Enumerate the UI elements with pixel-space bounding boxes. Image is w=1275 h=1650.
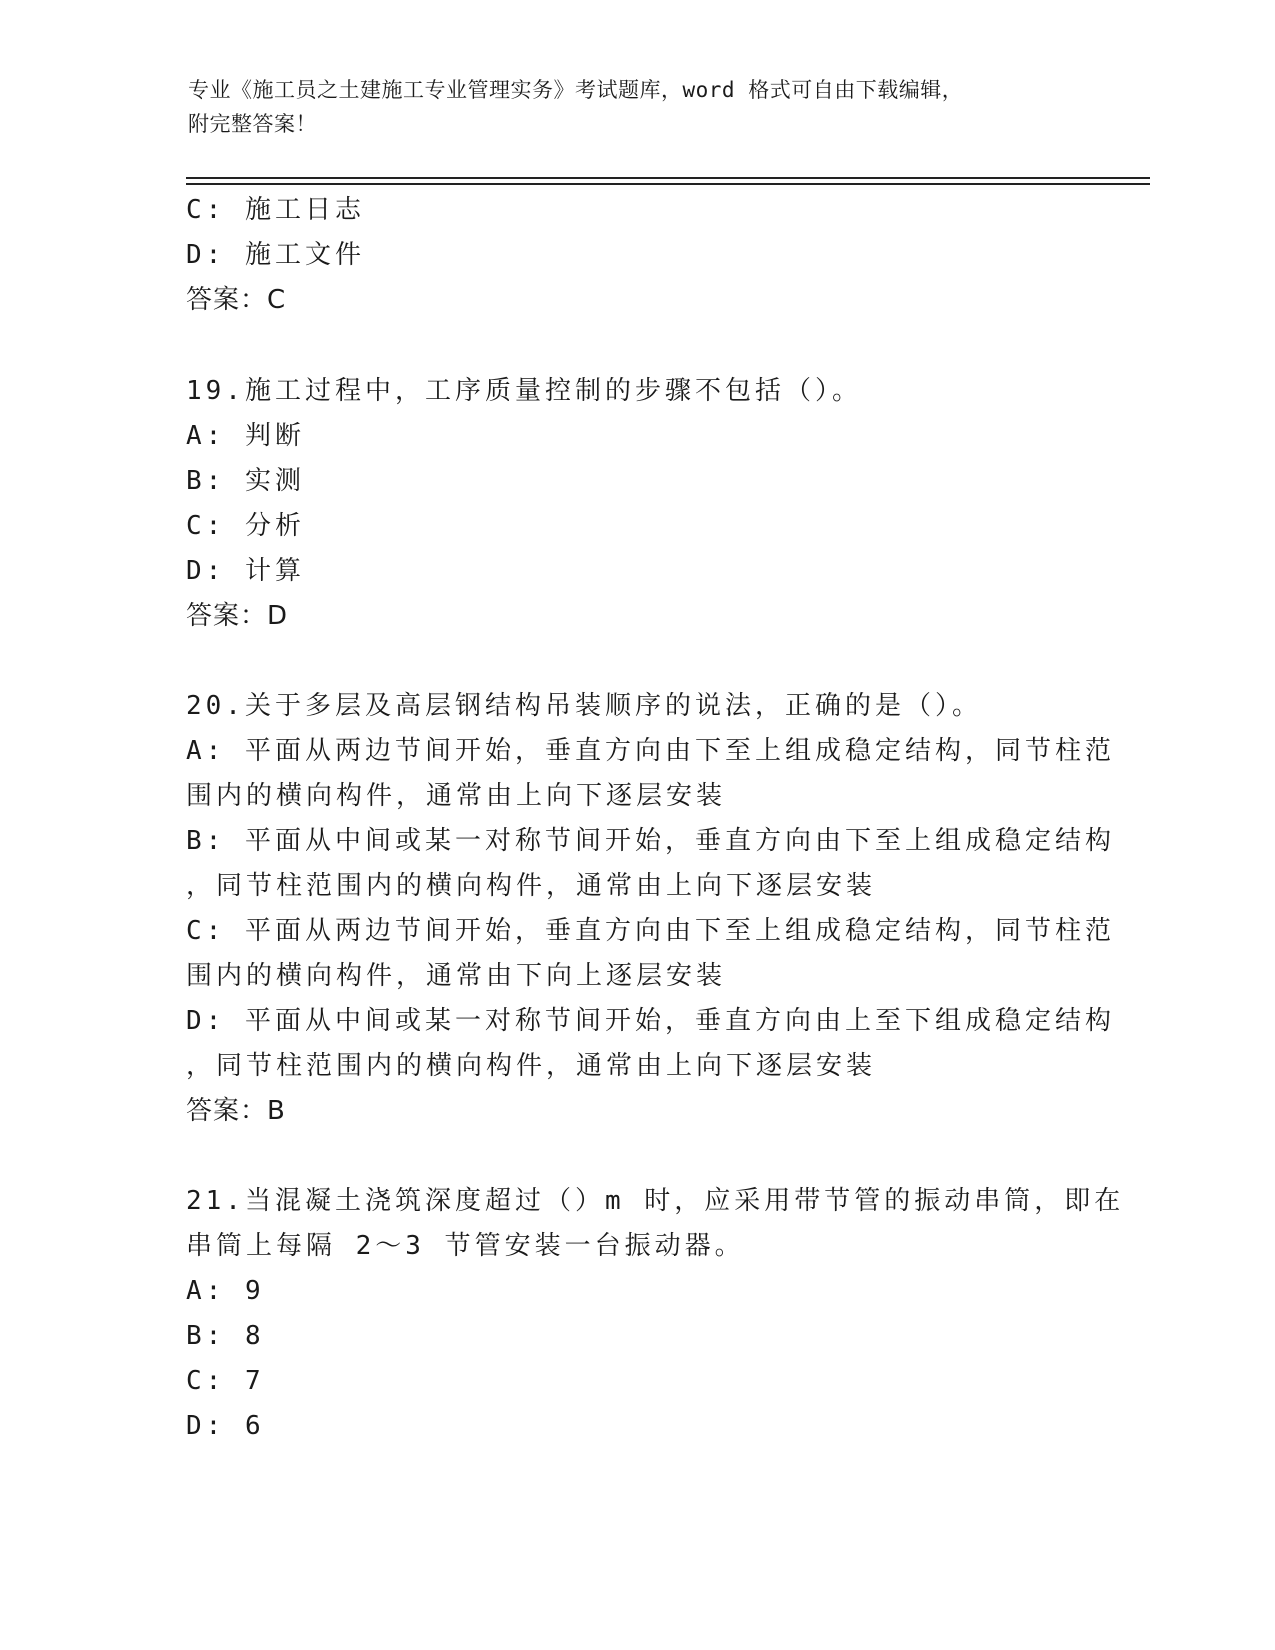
option-d: D: 6: [186, 1411, 265, 1441]
question-stem: 20.关于多层及高层钢结构吊装顺序的说法，正确的是（）。: [186, 691, 982, 721]
option-a-line-2: 围内的横向构件，通常由上向下逐层安装: [186, 781, 727, 811]
option-d-line-2: ，同节柱范围内的横向构件，通常由上向下逐层安装: [186, 1051, 877, 1081]
option-b: B: 8: [186, 1321, 265, 1351]
question-stem: 19.施工过程中，工序质量控制的步骤不包括（）。: [186, 376, 862, 406]
answer: 答案：B: [186, 1096, 286, 1126]
option-c-line-2: 围内的横向构件，通常由下向上逐层安装: [186, 961, 727, 991]
option-c: C: 分析: [186, 511, 305, 541]
option-a: A: 9: [186, 1276, 265, 1306]
question-stem-line-2: 串筒上每隔 2～3 节管安装一台振动器。: [186, 1231, 745, 1261]
question-stem-line-1: 21.当混凝土浇筑深度超过（）m 时，应采用带节管的振动串筒，即在: [186, 1186, 1125, 1216]
option-c: C: 施工日志: [186, 195, 365, 225]
option-d: D: 施工文件: [186, 240, 365, 270]
header-line-1: 专业《施工员之土建施工专业管理实务》考试题库，word 格式可自由下载编辑，: [188, 78, 964, 102]
answer: 答案：C: [186, 285, 287, 315]
option-c: C: 7: [186, 1366, 265, 1396]
answer: 答案：D: [186, 601, 289, 631]
header-divider-top: [186, 177, 1150, 179]
option-c-line-1: C: 平面从两边节间开始，垂直方向由下至上组成稳定结构，同节柱范: [186, 916, 1115, 946]
header-divider-bottom: [186, 183, 1150, 185]
option-d-line-1: D: 平面从中间或某一对称节间开始，垂直方向由上至下组成稳定结构: [186, 1006, 1115, 1036]
header-line-2: 附完整答案！: [188, 112, 317, 136]
option-b: B: 实测: [186, 466, 305, 496]
option-a: A: 判断: [186, 421, 305, 451]
option-d: D: 计算: [186, 556, 305, 586]
option-a-line-1: A: 平面从两边节间开始，垂直方向由下至上组成稳定结构，同节柱范: [186, 736, 1115, 766]
option-b-line-2: ，同节柱范围内的横向构件，通常由上向下逐层安装: [186, 871, 877, 901]
option-b-line-1: B: 平面从中间或某一对称节间开始，垂直方向由下至上组成稳定结构: [186, 826, 1115, 856]
